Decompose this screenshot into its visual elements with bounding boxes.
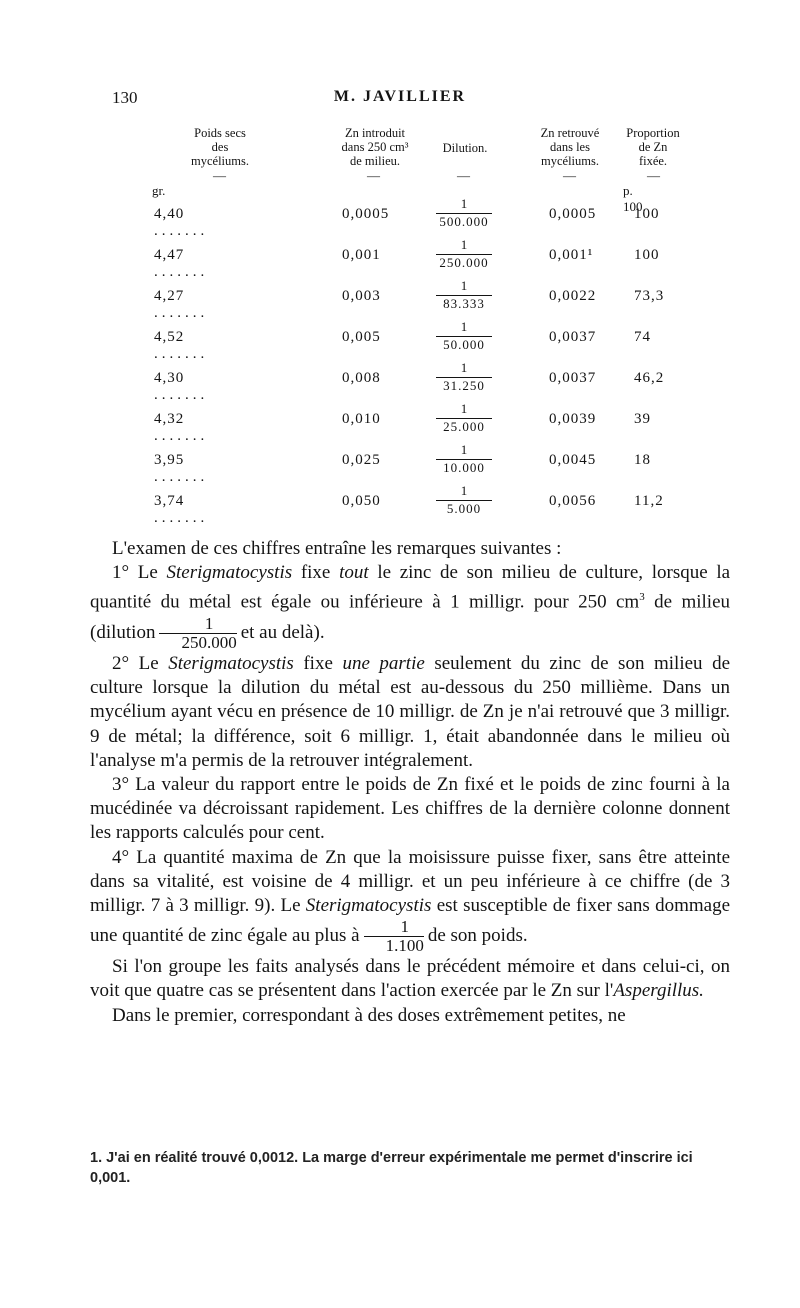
remark-number: 2° (112, 652, 130, 674)
cell-zn-introduit: 0,003 (342, 288, 381, 304)
text-span: de son poids. (427, 925, 528, 947)
cell-proportion: 100 (634, 247, 660, 263)
species-name: Sterigmatocystis (166, 562, 293, 584)
cell-poids: 4,47 (154, 247, 185, 263)
cell-poids: 4,30 (154, 370, 185, 386)
cell-dilution (436, 196, 492, 230)
cell-dilution (436, 401, 492, 435)
page-number: 130 (112, 88, 138, 107)
text-span: et au delà). (240, 621, 325, 643)
paragraph-intro: L'examen de ces chiffres entraîne les remarques suivantes : (112, 538, 562, 559)
species-name: Aspergillus. (613, 980, 704, 1002)
header-poids-line2: des (211, 140, 229, 154)
leader-dots: ....... (154, 305, 209, 321)
dilution-numerator: 1 (436, 237, 492, 255)
cell-zn-retrouve: 0,0037 (549, 329, 597, 345)
header-dash: — (457, 168, 470, 183)
cell-zn-retrouve: 0,0045 (549, 452, 597, 468)
leader-dots: ....... (154, 346, 209, 362)
header-zn-retrouve (520, 126, 620, 168)
dilution-denominator: 83.333 (443, 296, 485, 311)
header-dilution (430, 141, 500, 155)
cell-zn-retrouve: 0,0037 (549, 370, 597, 386)
header-dilution-line1: Dilution. (442, 141, 488, 155)
header-poids-line1: Poids secs (194, 126, 246, 140)
cell-zn-introduit: 0,010 (342, 411, 381, 427)
emphasis: tout (339, 562, 369, 584)
remark-number: 1° (112, 562, 130, 584)
paragraph-remark-4 (90, 846, 730, 956)
leader-dots: ....... (154, 387, 209, 403)
cell-dilution (436, 237, 492, 271)
emphasis: une partie (342, 652, 425, 674)
dilution-numerator: 1 (436, 360, 492, 378)
cell-proportion: 73,3 (634, 288, 665, 304)
species-name: Sterigmatocystis (168, 652, 294, 674)
cell-proportion: 39 (634, 411, 651, 427)
text-span: fixe (300, 562, 331, 584)
header-zn-retrouve-line3: mycéliums. (541, 154, 599, 168)
header-proportion-line3: fixée. (638, 154, 668, 168)
text-span: de milieu (dilution (90, 591, 730, 643)
cell-zn-introduit: 0,025 (342, 452, 381, 468)
text-span: Si l'on groupe les faits analysés dans le précédent mémoire et dans celui-ci, on voit que quatre cas se présentent dans l'action exercée par le Zn sur l' (90, 956, 730, 1002)
cell-poids: 4,32 (154, 411, 185, 427)
fraction-denominator: 250.000 (181, 632, 237, 652)
unit-grams: gr. (152, 183, 166, 198)
cell-proportion: 11,2 (634, 493, 664, 509)
dilution-denominator: 250.000 (439, 255, 489, 270)
text-span: est susceptible de fixer sans dommage une quantité de zinc égale au plus à (90, 894, 731, 947)
header-zn-introduit-line2: dans 250 cm³ (341, 140, 409, 154)
cell-dilution (436, 278, 492, 312)
species-name: Sterigmatocystis (305, 894, 432, 916)
cell-poids: 4,40 (154, 206, 185, 222)
paragraph-remark-2 (90, 652, 730, 773)
paragraph-remark-1 (90, 561, 730, 652)
text-span: Le (138, 652, 159, 674)
cell-proportion: 18 (634, 452, 651, 468)
cell-poids: 3,95 (154, 452, 185, 468)
leader-dots: ....... (154, 510, 209, 526)
dilution-numerator: 1 (436, 483, 492, 501)
leader-dots: ....... (154, 469, 209, 485)
paragraph-remark-3: 3° La valeur du rapport entre le poids de Zn fixé et le poids de zinc fourni à la mucédinée va décroissant rapidement. Les chiffres de la dernière colonne donnent les rapports calculés pour cent. (90, 773, 730, 844)
header-zn-introduit-line1: Zn introduit (344, 126, 406, 140)
cell-zn-introduit: 0,050 (342, 493, 381, 509)
dilution-denominator: 10.000 (443, 460, 485, 475)
header-dash: — (367, 168, 380, 183)
dilution-denominator: 31.250 (443, 378, 485, 393)
inline-fraction (159, 615, 236, 652)
header-poids-line3: mycéliums. (191, 154, 249, 168)
cell-zn-introduit: 0,008 (342, 370, 381, 386)
dilution-denominator: 500.000 (439, 214, 489, 229)
body-text (90, 537, 730, 1028)
cell-proportion: 46,2 (634, 370, 665, 386)
dilution-numerator: 1 (436, 401, 492, 419)
fraction-numerator: 1 (364, 918, 424, 937)
leader-dots: ....... (154, 223, 209, 239)
footnote: 1. J'ai en réalité trouvé 0,0012. La marge d'erreur expérimentale me permet d'inscrire ici 0,001. (90, 1150, 693, 1186)
cell-poids: 4,27 (154, 288, 185, 304)
cell-proportion: 74 (634, 329, 651, 345)
paragraph-summary (90, 955, 730, 1003)
cell-zn-introduit: 0,001 (342, 247, 381, 263)
cell-zn-retrouve: 0,0056 (549, 493, 597, 509)
cell-poids: 4,52 (154, 329, 185, 345)
header-zn-retrouve-line1: Zn retrouvé (540, 126, 600, 140)
fraction-numerator: 1 (159, 615, 236, 634)
header-dash: — (213, 168, 226, 183)
header-proportion-line1: Proportion (626, 126, 680, 140)
text-span: 4° La quantité maxima de Zn que la moisissure puisse fixer, sans être atteinte dans sa vitalité, est voisine de 4 milligr. et un peu inférieure à ce chiffre (de 3 milligr. 7 à 3 milligr. 9). Le (90, 846, 730, 916)
cell-dilution (436, 442, 492, 476)
header-proportion (610, 126, 696, 168)
cell-zn-retrouve: 0,0022 (549, 288, 597, 304)
header-zn-introduit-line3: de milieu. (350, 154, 400, 168)
header-zn-introduit (320, 126, 430, 168)
text-span: Le (137, 562, 158, 584)
header-proportion-line2: de Zn (638, 140, 668, 154)
header-dash: — (563, 168, 576, 183)
header-poids (170, 126, 270, 168)
dilution-denominator: 5.000 (446, 501, 482, 516)
dilution-numerator: 1 (436, 442, 492, 460)
inline-fraction (364, 918, 424, 955)
dilution-denominator: 25.000 (443, 419, 485, 434)
unit-percent: p. 100. (623, 183, 646, 214)
text-span: fixe (303, 652, 333, 674)
text-span: seulement du zinc de son milieu de culture lorsque la dilution du métal est au-dessous du 250 millième. Dans un mycélium ayant vécu en présence de 10 milligr. de Zn je n'ai retrouvé que 3 milligr. 9 de métal; la différence, soit 6 milligr. 1, était abandonnée dans le milieu où l'analyse m'a permis de la retrouver intégralement. (90, 652, 730, 771)
text-span: le zinc de son milieu de culture, lorsque la quantité du métal est égale ou inférieure à 1 milligr. pour 250 cm (90, 562, 731, 613)
dilution-numerator: 1 (436, 278, 492, 296)
cell-zn-retrouve: 0,001¹ (549, 247, 594, 263)
cell-dilution (436, 483, 492, 517)
superscript: 3 (639, 591, 645, 604)
dilution-numerator: 1 (436, 319, 492, 337)
header-dash: — (647, 168, 660, 183)
dilution-numerator: 1 (436, 196, 492, 214)
cell-zn-introduit: 0,005 (342, 329, 381, 345)
dilution-denominator: 50.000 (443, 337, 485, 352)
cell-zn-introduit: 0,0005 (342, 206, 390, 222)
header-zn-retrouve-line2: dans les (550, 140, 590, 154)
fraction-denominator: 1.100 (385, 936, 424, 956)
cell-poids: 3,74 (154, 493, 185, 509)
cell-proportion: 100 (634, 206, 660, 222)
cell-dilution (436, 360, 492, 394)
leader-dots: ....... (154, 428, 209, 444)
cell-zn-retrouve: 0,0039 (549, 411, 597, 427)
leader-dots: ....... (154, 264, 209, 280)
cell-zn-retrouve: 0,0005 (549, 206, 597, 222)
running-title: M. JAVILLIER (333, 88, 467, 105)
paragraph-continued: Dans le premier, correspondant à des doses extrêmement petites, ne (112, 1004, 626, 1026)
cell-dilution (436, 319, 492, 353)
